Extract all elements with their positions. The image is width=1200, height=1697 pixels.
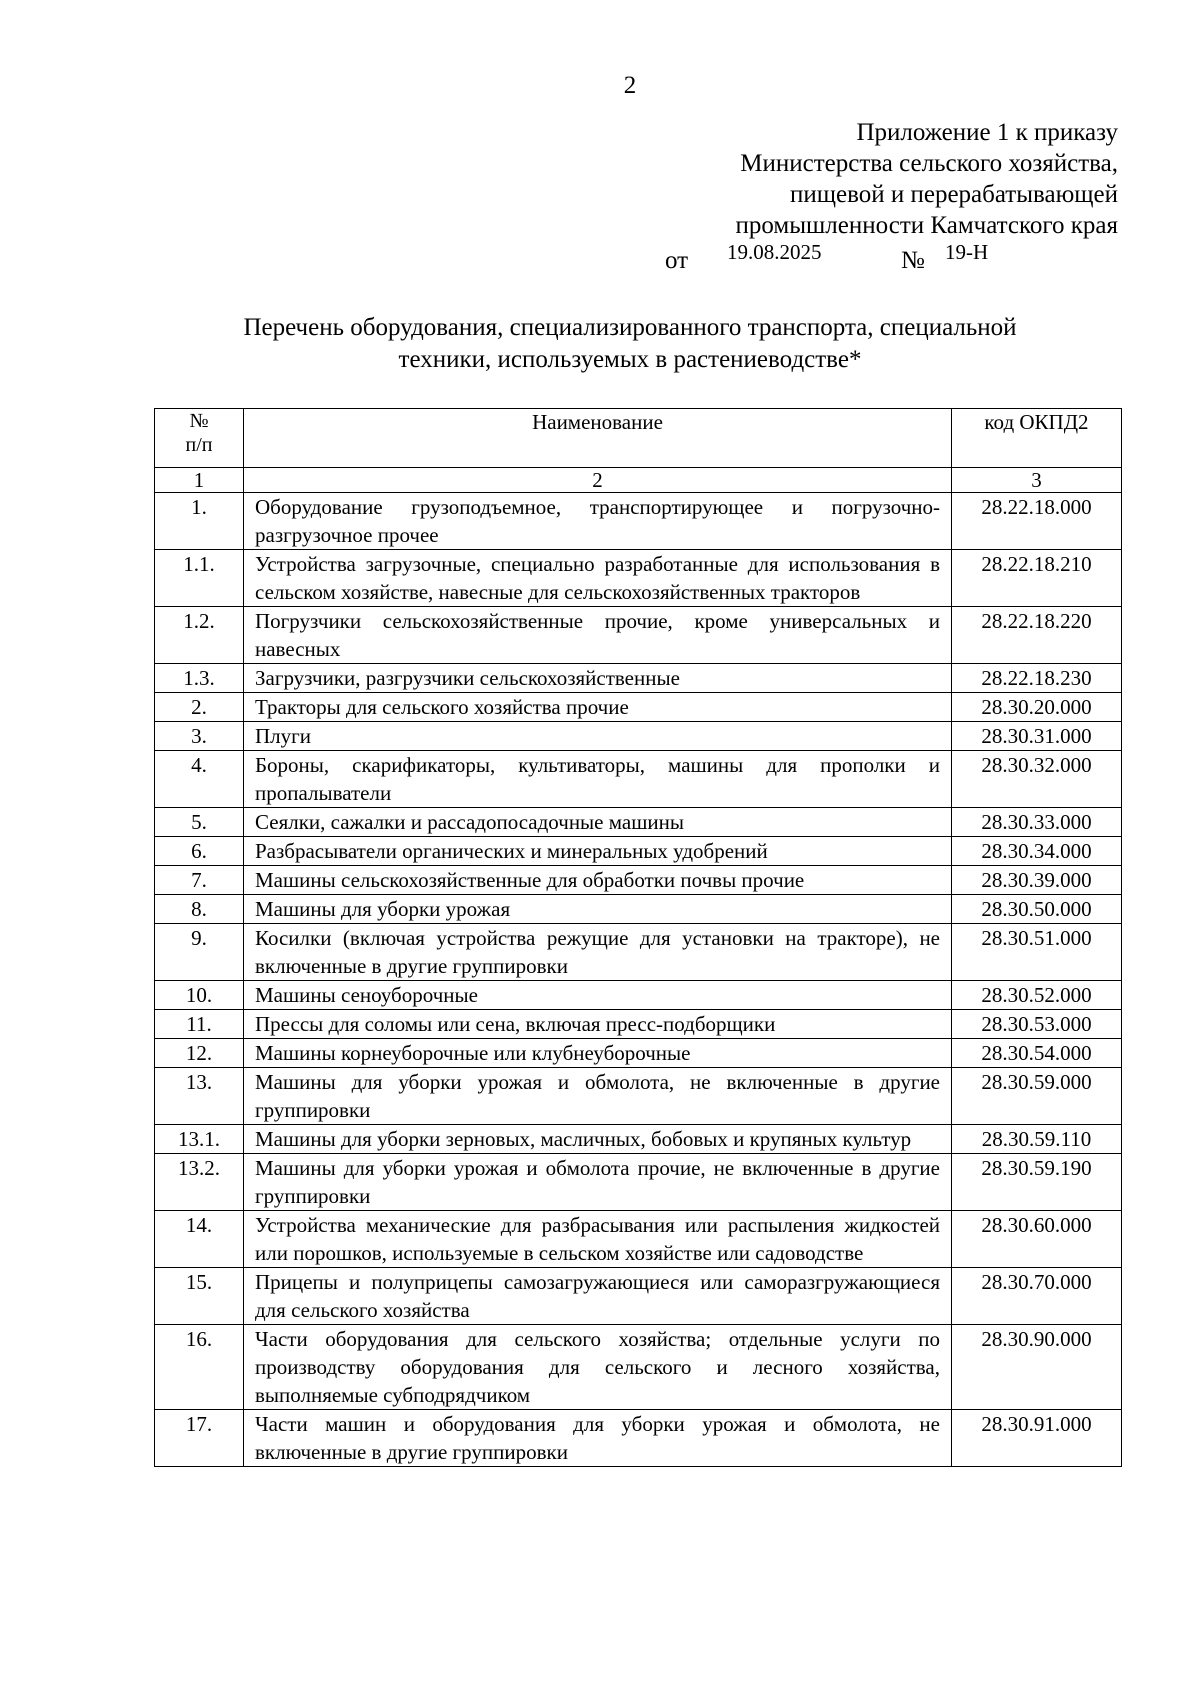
row-number: 6. (155, 837, 244, 866)
order-reference (665, 240, 1025, 274)
row-name: Машины корнеуборочные или клубнеуборочные (244, 1039, 952, 1068)
document-title (150, 312, 1110, 376)
row-name: Машины для уборки урожая и обмолота, не включенные в другие группировки (244, 1068, 952, 1125)
table-row (155, 1010, 1122, 1039)
row-number: 13. (155, 1068, 244, 1125)
row-name: Прицепы и полуприцепы самозагружающиеся или саморазгружающиеся для сельского хозяйства (244, 1268, 952, 1325)
table-row (155, 981, 1122, 1010)
row-number: 7. (155, 866, 244, 895)
row-code: 28.30.54.000 (952, 1039, 1122, 1068)
row-number: 1.2. (155, 607, 244, 664)
header-name: Наименование (244, 409, 952, 468)
row-number: 11. (155, 1010, 244, 1039)
header-number-symbol: № (189, 410, 209, 432)
row-number: 2. (155, 693, 244, 722)
row-name: Устройства загрузочные, специально разработанные для использования в сельском хозяйстве, навесные для сельскохозяйственных тракторов (244, 550, 952, 607)
row-name: Машины для уборки урожая и обмолота прочие, не включенные в другие группировки (244, 1154, 952, 1211)
row-code: 28.30.39.000 (952, 866, 1122, 895)
table-row (155, 1039, 1122, 1068)
row-code: 28.30.51.000 (952, 924, 1122, 981)
header-code: код ОКПД2 (952, 409, 1122, 468)
table-row (155, 550, 1122, 607)
row-number: 14. (155, 1211, 244, 1268)
table-row (155, 751, 1122, 808)
row-name: Загрузчики, разгрузчики сельскохозяйственные (244, 664, 952, 693)
table-row (155, 1268, 1122, 1325)
table-row (155, 1154, 1122, 1211)
row-code: 28.30.70.000 (952, 1268, 1122, 1325)
appendix-line-3: пищевой и перерабатывающей (789, 181, 1118, 208)
row-code: 28.30.59.000 (952, 1068, 1122, 1125)
row-code: 28.22.18.220 (952, 607, 1122, 664)
row-code: 28.30.90.000 (952, 1325, 1122, 1410)
row-name: Разбрасыватели органических и минеральных удобрений (244, 837, 952, 866)
table-body (155, 493, 1122, 1467)
row-number: 16. (155, 1325, 244, 1410)
row-code: 28.30.34.000 (952, 837, 1122, 866)
table-row (155, 808, 1122, 837)
row-name: Оборудование грузоподъемное, транспортирующее и погрузочно-разгрузочное прочее (244, 493, 952, 550)
header-number (155, 409, 244, 468)
table-row (155, 607, 1122, 664)
page-number: 2 (623, 72, 637, 99)
document-title-line-2: техники, используемых в растениеводстве* (398, 346, 862, 373)
row-name: Косилки (включая устройства режущие для установки на тракторе), не включенные в другие группировки (244, 924, 952, 981)
row-code: 28.22.18.000 (952, 493, 1122, 550)
row-number: 5. (155, 808, 244, 837)
row-code: 28.22.18.230 (952, 664, 1122, 693)
row-number: 1.3. (155, 664, 244, 693)
row-number: 12. (155, 1039, 244, 1068)
row-number: 15. (155, 1268, 244, 1325)
order-number-label: № (901, 247, 925, 274)
index-cell: 2 (244, 468, 952, 493)
row-name: Бороны, скарификаторы, культиваторы, машины для прополки и пропалыватели (244, 751, 952, 808)
order-from-label: от (665, 247, 689, 274)
row-code: 28.30.32.000 (952, 751, 1122, 808)
order-number: 19-Н (945, 240, 989, 264)
table-row (155, 1410, 1122, 1467)
appendix-header (736, 117, 1118, 241)
row-code: 28.30.20.000 (952, 693, 1122, 722)
table-row (155, 924, 1122, 981)
order-date: 19.08.2025 (727, 240, 822, 264)
row-name: Тракторы для сельского хозяйства прочие (244, 693, 952, 722)
table-index-row (155, 468, 1122, 493)
row-code: 28.30.91.000 (952, 1410, 1122, 1467)
row-code: 28.30.53.000 (952, 1010, 1122, 1039)
row-code: 28.30.59.190 (952, 1154, 1122, 1211)
row-name: Машины для уборки урожая (244, 895, 952, 924)
row-number: 10. (155, 981, 244, 1010)
row-number: 9. (155, 924, 244, 981)
row-name: Погрузчики сельскохозяйственные прочие, кроме универсальных и навесных (244, 607, 952, 664)
appendix-line-1: Приложение 1 к приказу (856, 119, 1118, 146)
row-number: 1.1. (155, 550, 244, 607)
table-row (155, 895, 1122, 924)
appendix-line-2: Министерства сельского хозяйства, (740, 150, 1118, 177)
table-row (155, 493, 1122, 550)
row-code: 28.30.33.000 (952, 808, 1122, 837)
table-row (155, 1325, 1122, 1410)
header-number-abbr: п/п (185, 434, 213, 456)
table-row (155, 722, 1122, 751)
table-row (155, 866, 1122, 895)
row-number: 4. (155, 751, 244, 808)
row-code: 28.22.18.210 (952, 550, 1122, 607)
index-cell: 3 (952, 468, 1122, 493)
row-name: Прессы для соломы или сена, включая пресс-подборщики (244, 1010, 952, 1039)
table-row (155, 1125, 1122, 1154)
table-row (155, 693, 1122, 722)
row-code: 28.30.59.110 (952, 1125, 1122, 1154)
table-row (155, 837, 1122, 866)
row-number: 17. (155, 1410, 244, 1467)
row-number: 3. (155, 722, 244, 751)
row-name: Машины сеноуборочные (244, 981, 952, 1010)
row-code: 28.30.31.000 (952, 722, 1122, 751)
table-row (155, 664, 1122, 693)
table-row (155, 1211, 1122, 1268)
row-name: Части оборудования для сельского хозяйства; отдельные услуги по производству оборудования для сельского и лесного хозяйства, выполняемые субподрядчиком (244, 1325, 952, 1410)
index-cell: 1 (155, 468, 244, 493)
row-number: 8. (155, 895, 244, 924)
equipment-table (154, 408, 1122, 1467)
row-name: Сеялки, сажалки и рассадопосадочные машины (244, 808, 952, 837)
table-row (155, 1068, 1122, 1125)
row-number: 13.1. (155, 1125, 244, 1154)
row-name: Устройства механические для разбрасывания или распыления жидкостей или порошков, используемые в сельском хозяйстве или садоводстве (244, 1211, 952, 1268)
row-name: Машины для уборки зерновых, масличных, бобовых и крупяных культур (244, 1125, 952, 1154)
row-code: 28.30.50.000 (952, 895, 1122, 924)
row-name: Машины сельскохозяйственные для обработки почвы прочие (244, 866, 952, 895)
row-number: 1. (155, 493, 244, 550)
row-name: Плуги (244, 722, 952, 751)
row-code: 28.30.52.000 (952, 981, 1122, 1010)
row-code: 28.30.60.000 (952, 1211, 1122, 1268)
row-number: 13.2. (155, 1154, 244, 1211)
document-title-line-1: Перечень оборудования, специализированного транспорта, специальной (243, 314, 1017, 341)
table-header-row (155, 409, 1122, 468)
appendix-line-4: промышленности Камчатского края (735, 212, 1118, 239)
row-name: Части машин и оборудования для уборки урожая и обмолота, не включенные в другие группировки (244, 1410, 952, 1467)
